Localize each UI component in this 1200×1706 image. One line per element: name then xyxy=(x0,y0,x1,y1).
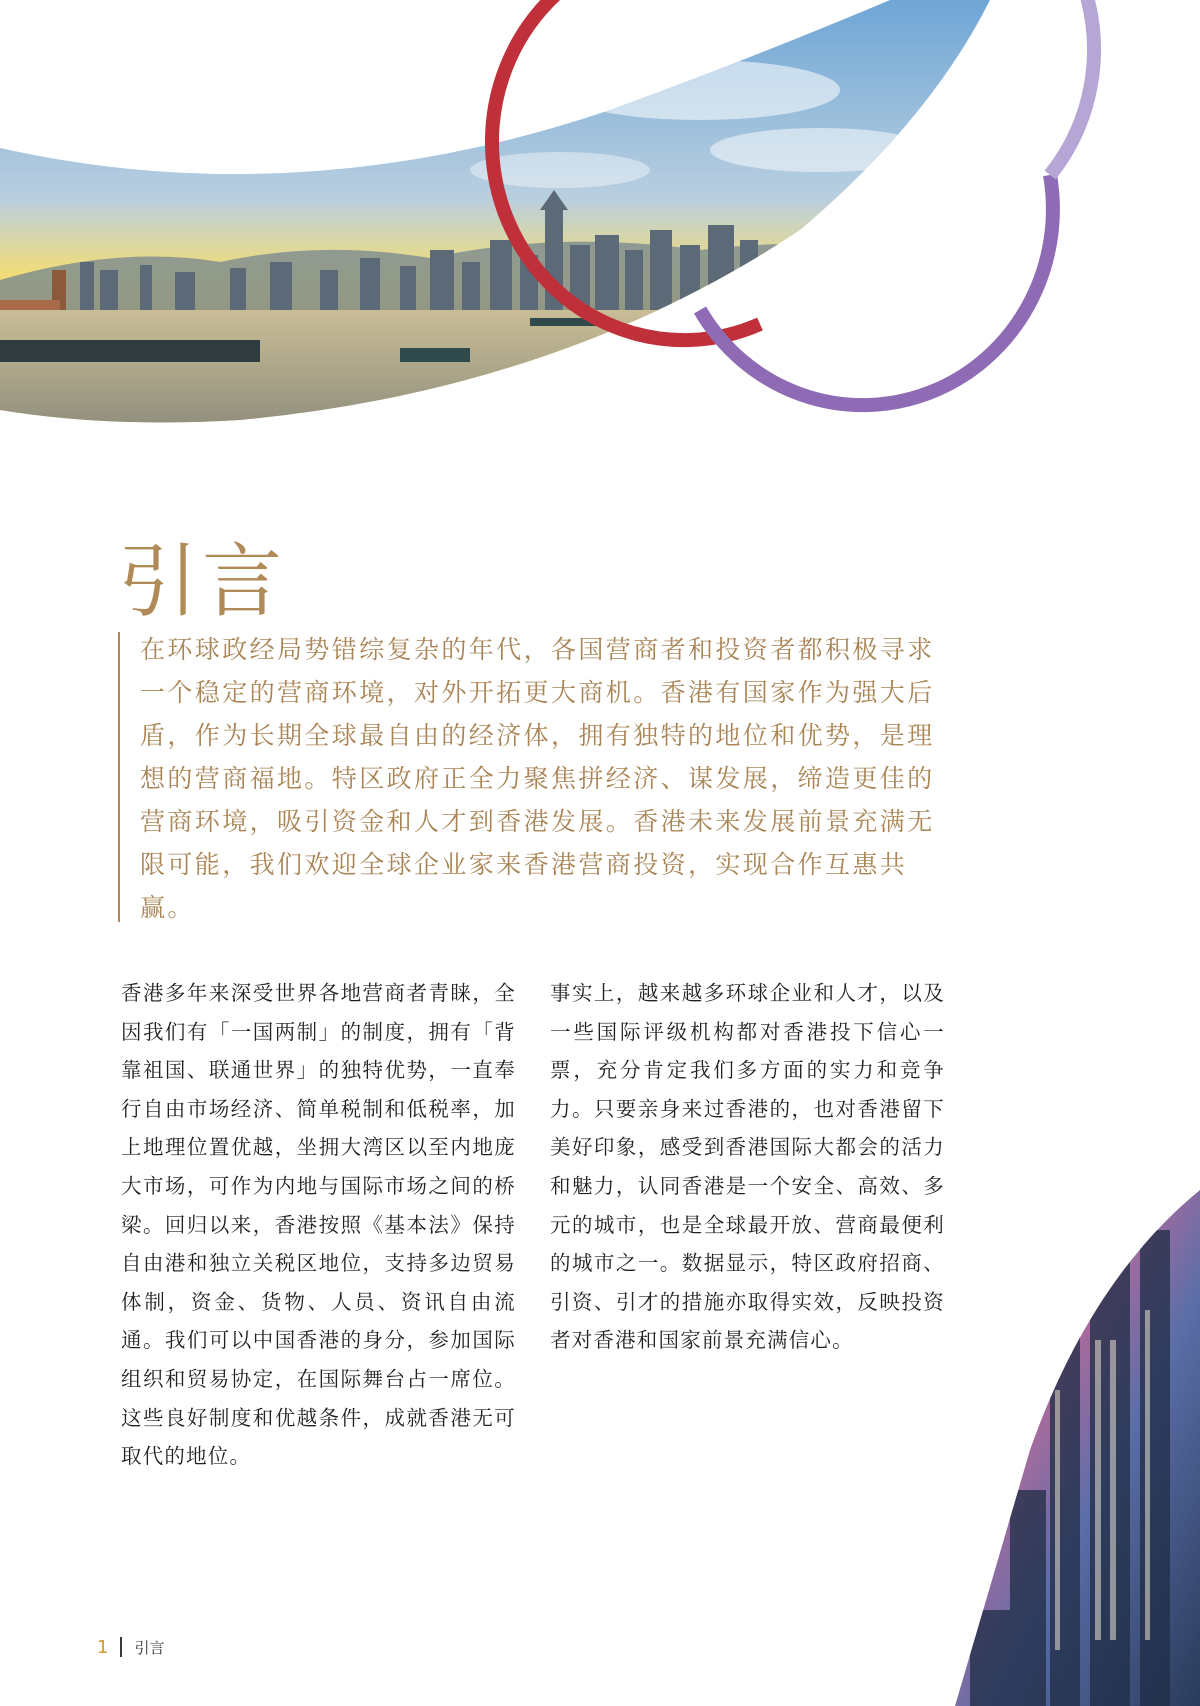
intro-paragraph: 在环球政经局势错综复杂的年代，各国营商者和投资者都积极寻求一个稳定的营商环境，对外开拓更大商机。香港有国家作为强大后盾，作为长期全球最自由的经济体，拥有独特的地位和优势，是理想的营商福地。特区政府正全力聚焦拼经济、谋发展，缔造更佳的营商环境，吸引资金和人才到香港发展。香港未来发展前景充满无限可能，我们欢迎全球企业家来香港营商投资，实现合作互惠共赢。 xyxy=(140,635,935,922)
body-column-left: 香港多年来深受世界各地营商者青睐，全因我们有「一国两制」的制度，拥有「背靠祖国、联通世界」的独特优势，一直奉行自由市场经济、简单税制和低税率，加上地理位置优越，坐拥大湾区以至内地庞大市场，可作为内地与国际市场之间的桥梁。回归以来，香港按照《基本法》保持自由港和独立关税区地位，支持多边贸易体制，资金、货物、人员、资讯自由流通。我们可以中国香港的身分，参加国际组织和贸易协定，在国际舞台占一席位。这些良好制度和优越条件，成就香港无可取代的地位。 xyxy=(121,981,516,1469)
corner-city-photo xyxy=(940,1190,1200,1706)
header-artwork xyxy=(0,0,1200,440)
page-footer xyxy=(97,1636,164,1658)
footer-divider xyxy=(120,1637,122,1657)
footer-section-label: 引言 xyxy=(134,1638,165,1657)
body-column-right: 事实上，越来越多环球企业和人才，以及一些国际评级机构都对香港投下信心一票，充分肯定我们多方面的实力和竞争力。只要亲身来过香港的，也对香港留下美好印象，感受到香港国际大都会的活力和魅力，认同香港是一个安全、高效、多元的城市，也是全球最开放、营商最便利的城市之一。数据显示，特区政府招商、引资、引才的措施亦取得实效，反映投资者对香港和国家前景充满信心。 xyxy=(550,981,945,1353)
intro-accent-rule xyxy=(118,632,120,922)
page-title: 引言 xyxy=(118,534,286,628)
page-number: 1 xyxy=(97,1636,109,1658)
